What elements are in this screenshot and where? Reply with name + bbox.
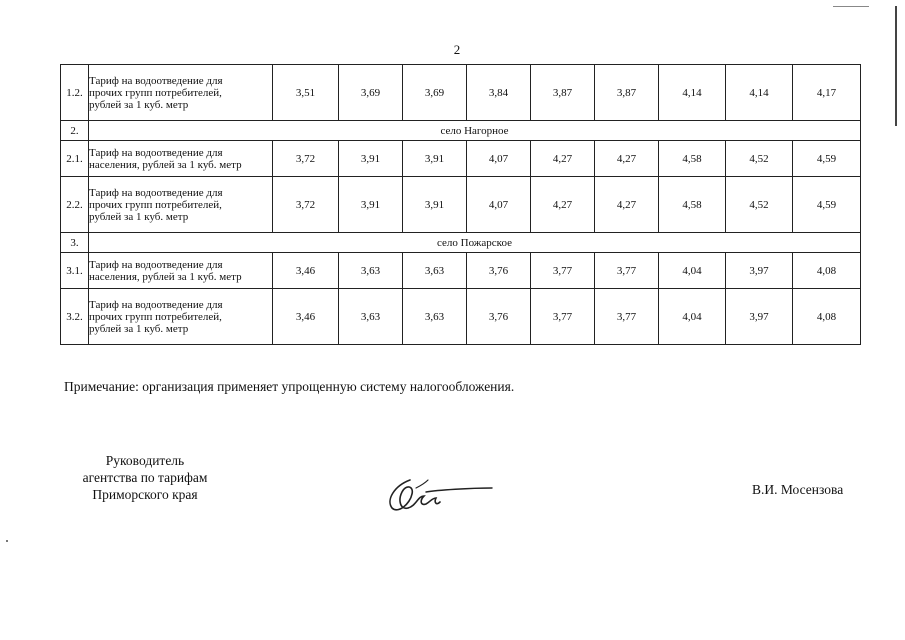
tariff-value: 3,97 [726,289,793,345]
tariff-value: 4,27 [531,141,595,177]
tariff-name-line: Тариф на водоотведение для [89,186,223,199]
tariff-value: 3,76 [467,289,531,345]
tariff-value: 3,91 [339,177,403,233]
tariff-name-line: рублей за 1 куб. метр [89,322,189,335]
tariff-name [89,289,273,345]
tariff-value: 3,63 [339,253,403,289]
table-row [61,253,861,289]
table-row [61,141,861,177]
signer-title-line: Приморского края [92,487,198,502]
tariff-table [60,64,861,345]
tariff-value: 4,14 [659,65,726,121]
tariff-name [89,177,273,233]
scan-artifact-top [833,6,869,7]
signer-title-line: Руководитель [105,453,185,468]
tariff-value: 3,46 [273,253,339,289]
handwritten-signature-icon [380,470,495,520]
signer-title [55,452,235,503]
table-row [61,289,861,345]
section-title: село Пожарское [89,233,861,253]
tariff-value: 3,97 [726,253,793,289]
tariff-value: 4,27 [531,177,595,233]
tariff-value: 3,72 [273,177,339,233]
tariff-name-line: прочих групп потребителей, [89,310,222,323]
tariff-value: 4,27 [595,141,659,177]
tariff-value: 3,84 [467,65,531,121]
note-text: Примечание: организация применяет упрощенную систему налогообложения. [64,379,515,394]
scan-artifact-right-edge [895,6,897,126]
tariff-value: 4,08 [793,289,861,345]
tariff-value: 4,08 [793,253,861,289]
tariff-name-line: прочих групп потребителей, [89,86,222,99]
row-number: 2. [61,121,89,141]
tariff-name-line: рублей за 1 куб. метр [89,210,189,223]
signer-title-line: агентства по тарифам [82,470,208,485]
tariff-value: 3,87 [595,65,659,121]
page-number: 2 [453,42,461,57]
tariff-value: 3,91 [339,141,403,177]
section-title: село Нагорное [89,121,861,141]
section-row [61,121,861,141]
tariff-value: 3,63 [403,253,467,289]
tariff-value: 4,07 [467,177,531,233]
row-number: 3. [61,233,89,253]
tariff-name-line: населения, рублей за 1 куб. метр [89,158,242,171]
tariff-name-line: Тариф на водоотведение для [89,74,223,87]
signer-name: В.И. Мосензова [752,482,844,497]
tariff-value: 3,69 [339,65,403,121]
scan-artifact-dot [6,540,8,542]
tariff-value: 4,27 [595,177,659,233]
tariff-value: 4,04 [659,253,726,289]
tariff-name-line: прочих групп потребителей, [89,198,222,211]
tariff-value: 3,91 [403,177,467,233]
table-row [61,65,861,121]
tariff-value: 3,77 [531,289,595,345]
tariff-value: 4,17 [793,65,861,121]
tariff-value: 3,77 [595,289,659,345]
tariff-name [89,141,273,177]
row-number: 3.1. [61,253,89,289]
tariff-name-line: населения, рублей за 1 куб. метр [89,270,242,283]
tariff-value: 3,87 [531,65,595,121]
tariff-value: 3,51 [273,65,339,121]
tariff-value: 3,77 [531,253,595,289]
row-number: 1.2. [61,65,89,121]
tariff-value: 3,77 [595,253,659,289]
tariff-value: 3,91 [403,141,467,177]
tariff-value: 3,63 [403,289,467,345]
row-number: 2.2. [61,177,89,233]
tariff-value: 4,59 [793,177,861,233]
tariff-name-line: Тариф на водоотведение для [89,146,223,159]
table-row [61,177,861,233]
tariff-value: 3,69 [403,65,467,121]
tariff-value: 3,76 [467,253,531,289]
tariff-value: 4,52 [726,141,793,177]
tariff-value: 4,04 [659,289,726,345]
tariff-value: 4,52 [726,177,793,233]
tariff-value: 4,59 [793,141,861,177]
tariff-value: 3,46 [273,289,339,345]
tariff-value: 4,58 [659,141,726,177]
section-row [61,233,861,253]
row-number: 2.1. [61,141,89,177]
row-number: 3.2. [61,289,89,345]
tariff-value: 3,72 [273,141,339,177]
tariff-value: 4,58 [659,177,726,233]
tariff-name-line: Тариф на водоотведение для [89,298,223,311]
tariff-name-line: рублей за 1 куб. метр [89,98,189,111]
tariff-name [89,253,273,289]
tariff-name-line: Тариф на водоотведение для [89,258,223,271]
tariff-name [89,65,273,121]
tariff-value: 3,63 [339,289,403,345]
tariff-table-body [61,65,861,345]
tariff-value: 4,07 [467,141,531,177]
tariff-value: 4,14 [726,65,793,121]
